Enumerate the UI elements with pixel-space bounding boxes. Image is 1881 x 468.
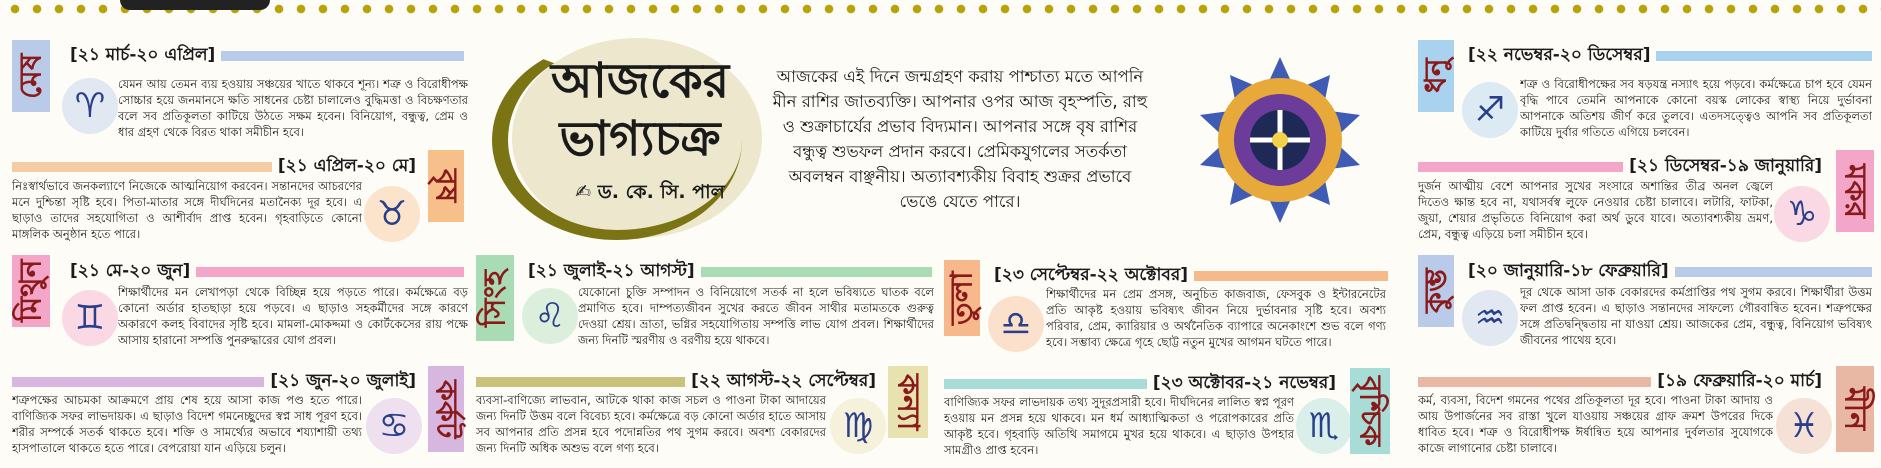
sign-date: [২১ ডিসেম্বর-১৯ জানুয়ারি] <box>1629 156 1822 176</box>
dotted-border <box>0 0 1881 18</box>
sign-date: [২২ আগস্ট-২২ সেপ্টেম্বর] <box>691 371 876 391</box>
page-title: আজকের ভাগ্যচক্র <box>550 53 730 167</box>
header-bar <box>1656 51 1872 61</box>
sign-text-mesh: যেমন আয় তেমন ব্যয় হওয়ায় সঞ্চয়ের খাতে থাকবে শূন্য। শত্রু ও বিরোধীপক্ষ সোচ্চার হয়ে জনমানসে ক্ষতি সাধনের চেষ্টা চালালেও বুদ্ধিমত্তা ও বিচক্ষণতার বলে সব প্রতিকূলতা কাটিয়ে উঠতে সক্ষম হবেন। বিনিয়োগ, বন্ধুত্ব, প্রেম ও ধার গ্রহণ থেকে বিরত থাকা সমীচীন হবে। <box>118 77 468 139</box>
sign-date: [২১ জুন-২০ জুলাই] <box>270 371 416 391</box>
sign-date: [২১ মে-২০ জুন] <box>70 261 191 281</box>
capricorn-icon: ♑ <box>1774 186 1830 242</box>
sign-date: [২১ জুলাই-২১ আগস্ট] <box>528 261 695 281</box>
sign-date: [২৩ সেপ্টেম্বর-২২ অক্টোবর] <box>994 265 1189 285</box>
sign-text-singha: যেকোনো চুক্তি সম্পাদন ও বিনিয়োগে সতর্ক না হলে ভবিষ্যতে ঘাতক বলে প্রমাণিত হবে। দাম্পত্যজীবন সুখের করতে জীবন সাথীর মতামতকে গুরুত্ব দেওয়া শ্রেয়। ভ্রাতা, ভগ্নির সহযোগিতায় সম্পত্তি লাভ যোগ প্রবল। শিক্ষার্থীদের জন্য দিনটি স্মরণীয় ও বরণীয় হয়ে থাকবে। <box>578 285 934 347</box>
top-decoration <box>120 0 270 10</box>
sign-tab-brischik: বৃশ্চিক <box>1350 368 1390 454</box>
sign-date: [২৩ অক্টোবর-২১ নভেম্বর] <box>1152 373 1336 393</box>
libra-icon: ♎ <box>988 296 1044 352</box>
sign-text-mithun: শিক্ষার্থীদের মন লেখাপড়া থেকে বিচ্ছিন্ন হয়ে পড়তে পারে। কর্মক্ষেত্রে বড় কোনো অর্ডার হাতছাড়া হয়ে পড়বে। এ ছাড়াও সহকর্মীদের সঙ্গে কারণে অকারণে কলহ বিবাদের সৃষ্টি হবে। মামলা-মোকদ্দমা ও কোর্টকেসের রায় পক্ষে আসায় হারানো সম্পত্তি পুনরুদ্ধারের যোগ প্রবল। <box>118 285 468 347</box>
sign-tab-kumbha: কুম্ভ <box>1418 255 1454 327</box>
sign-tab-mesh: মেষ <box>12 40 50 112</box>
header-bar <box>1194 271 1388 281</box>
sign-tab-kanya: কন্যা <box>888 366 928 438</box>
virgo-icon: ♍ <box>830 398 886 454</box>
pisces-icon: ♓ <box>1776 398 1832 454</box>
sign-text-brisha: নিঃস্বার্থভাবে জনকল্যাণে নিজেকে আত্মনিয়োগ করবেন। সন্তানদের আচরণের মনে দুশ্চিন্তা সৃষ্টি হবে। পিতা-মাতার সঙ্গে দীর্ঘদিনের মতানৈক্য দূর হবে। এ ছাড়াও তাদের সহযোগিতা ও আশীর্বাদ প্রাপ্ত হবেন। গৃহবাড়িতে কোনো মাঙ্গলিক অনুষ্ঠান হতে পারে। <box>12 179 362 241</box>
sign-tab-mithun: মিথুন <box>12 255 50 327</box>
sign-header-brisha <box>12 153 422 181</box>
sign-text-kanya: ব্যবসা-বাণিজ্যে লাভবান, আটকে থাকা কাজ সচল ও পাওনা টাকা আদায়ের জন্য দিনটি উত্তম বলে বিবেচ্য হবে। কর্মক্ষেত্রে বড় কোনো অর্ডার হাতে আসায় সব আপনার প্রতি প্রসন্ন হবে পদোন্নতির পথ সুগম করবে। অবশ্য বেকারদের জন্য দিনটি অধিক অশুভ বলে গণ্য হবে। <box>476 393 826 455</box>
gemini-icon: ♊ <box>62 290 118 346</box>
header-bar <box>1675 267 1872 277</box>
author-name <box>545 178 755 210</box>
sign-date: [১৯ ফেব্রুয়ারি-২০ মার্চ] <box>1657 371 1822 391</box>
taurus-icon: ♉ <box>364 186 420 242</box>
sign-text-tula: শিক্ষার্থীদের মন প্রেম প্রসঙ্গ, অনুচিত কাজবাজ, ফেসবুক ও ইন্টারনেটের প্রতি আকৃষ্ট হওয়ায় ভবিষ্যৎ জীবন নিয়ে দুর্ভাবনার সৃষ্টি হবে। অবশ্য পরিবার, প্রেম, ক্যারিয়ার ও অর্থনৈতিক ব্যাপারে অনেকাংশে শুভ বলে গণ্য হবে। সম্ভাব্য ক্ষেত্রে গৃহে ছোট্ট নতুন মুখের আগমন ঘটতে পারে। <box>1046 287 1386 349</box>
sagittarius-icon: ♐ <box>1462 82 1518 138</box>
intro-text: আজকের এই দিনে জন্মগ্রহণ করায় পাশ্চাত্য মতে আপনি মীন রাশির জাতব্যক্তি। আপনার ওপর আজ বৃহস্পতি, রাহু ও শুক্রাচার্যের প্রভাব বিদ্যমান। আপনার সঙ্গে বৃষ রাশির বন্ধুত্ব শুভফল প্রদান করবে। প্রেমিকযুগলের সতর্কতা অবলম্বন বাঞ্ছনীয়। অত্যাবশ্যকীয় বিবাহ শুক্রর প্রভাবে ভেঙে যেতে পারে। <box>772 67 1148 211</box>
scorpio-icon: ♏ <box>1296 398 1352 454</box>
pen-icon: ✍ <box>575 181 598 203</box>
header-bar <box>1418 377 1651 387</box>
sign-header-dhanu <box>1462 42 1872 70</box>
sign-tab-dhanu: ধনু <box>1418 40 1454 112</box>
sign-text-makar: দুর্জন আত্মীয় বেশে আপনার সুখের সংসারে অশান্তির তীব্র অনল জ্বেলে দিতেও ক্ষান্ত হবে না, যথাসর্বস্ব লুফে নেওয়ার চেষ্টা চালাবে। লটারি, ফাটকা, জুয়া, শেয়ার প্রভৃতিতে বিনিয়োগ করা অর্থ ডুবে যাবে। অত্যাবশ্যকীয় ভ্রমণ, প্রেম, বন্ধুত্ব এড়িয়ে চলা সমীচীন হবে। <box>1418 179 1773 241</box>
sign-header-mesh <box>64 42 464 70</box>
sign-tab-makar: মকর <box>1836 150 1874 232</box>
zodiac-wheel-icon <box>1195 55 1365 225</box>
sign-tab-tula: তুলা <box>944 260 980 336</box>
header-bar <box>12 162 272 172</box>
header-bar <box>12 377 264 387</box>
leo-icon: ♌ <box>522 288 578 344</box>
sign-text-brischik: বাণিজ্যিক সফর লাভদায়ক তথ্য সুদূরপ্রসারী হবে। দীর্ঘদিনের লালিত স্বপ্ন পূরণ হওয়ায় মন প্রসন্ন হয়ে থাকবে। মন ধর্ম আধ্যাত্মিকতা ও পরোপকারের প্রতি আকৃষ্ট হবে। গৃহবাড়ি অতিথি সমাগমে মুখর হয়ে থাকবে। এ ছাড়াও উপহার সামগ্রীও প্রাপ্ত হবেন। <box>944 395 1294 457</box>
header-bar <box>476 377 685 387</box>
sign-date: [২১ মার্চ-২০ এপ্রিল] <box>70 45 216 65</box>
sign-header-singha <box>522 258 932 286</box>
header-bar <box>944 379 1147 389</box>
sign-tab-karkat: কর্কট <box>428 366 464 452</box>
sign-text-karkat: শত্রুপক্ষের আচমকা আক্রমণে প্রায় শেষ হয়ে আসা কাজ পণ্ড হতে পারে। বাণিজ্যিক সফর লাভদায়ক। এ ছাড়াও বিদেশ গমনেচ্ছুদের স্বপ্ন সাধ পূরণ হবে। শরীর সম্পর্কে সতর্ক থাকতে হবে। শক্তি ও সামর্থ্যের অভাবে শয্যাশায়ী তথ্য হাসপাতালে থাকতে হতে পারে। বেপরোয়া যান এড়িয়ে চলুন। <box>12 393 362 455</box>
sign-text-dhanu: শত্রু ও বিরোধীপক্ষের সব ষড়যন্ত্র নস্যাৎ হয়ে পড়বে। কর্মক্ষেত্রে চাপ হবে যেমন বৃদ্ধি পাবে তেমনি আপনাকে কোনো বয়স্ক লোকের স্বাস্থ্য নিয়ে দুর্ভাবনা আপনাকে অতিশয় জীর্ণ করে তুলবে। এতদসত্ত্বেও আপনি সব প্রতিকূলতা কাটিয়ে দুর্বার গতিতে এগিয়ে চলবেন। <box>1520 77 1872 139</box>
cancer-icon: ♋ <box>366 398 422 454</box>
sign-text-kumbha: দূর থেকে আসা ডাক বেকারদের কর্মপ্রাপ্তির পথ সুগম করবে। শিক্ষার্থীরা উত্তম ফল প্রাপ্ত হবেন। এ ছাড়াও সন্তানদের সাফল্যে গৌরবান্বিত হবেন। শত্রুপক্ষের সঙ্গে প্রতিদ্বন্দ্বিতায় না যাওয়া শ্রেয়। আজকের প্রেম, বন্ধুত্ব, বিনিয়োগ ভবিষ্যৎ জীবনের পাথেয় হবে। <box>1520 285 1872 347</box>
sign-date: [২১ এপ্রিল-২০ মে] <box>277 156 416 176</box>
sign-tab-meen: মীন <box>1836 366 1874 452</box>
sign-date: [২০ জানুয়ারি-১৮ ফেব্রুয়ারি] <box>1468 261 1669 281</box>
sign-text-meen: কর্ম, ব্যবসা, বিদেশ গমনের পথের প্রতিকূলতা দূর হবে। পাওনা টাকা আদায় ও আয় উপার্জনের সব রাস্তা খুলে যাওয়ায় সঞ্চয়ের গ্রাফ ক্রমশ উপরের দিকে ধাবিত হবে। শত্রু ও বিরোধীপক্ষ ঈর্ষান্বিত হয়ে আপনার দুর্বলতার সুযোগকে কাজে লাগানোর চেষ্টা চালাবে। <box>1418 393 1773 455</box>
aries-icon: ♈ <box>62 78 118 134</box>
header-bar <box>196 267 464 277</box>
author-label: ড. কে. সি. পাল <box>597 181 725 203</box>
header-bar <box>221 51 464 61</box>
sign-tab-singha: সিংহ <box>476 255 514 341</box>
sign-tab-brisha: বৃষ <box>428 150 464 222</box>
header-bar <box>701 267 932 277</box>
header-bar <box>1418 162 1623 172</box>
sign-header-kumbha <box>1462 258 1872 286</box>
sign-date: [২২ নভেম্বর-২০ ডিসেম্বর] <box>1468 45 1651 65</box>
sign-header-mithun <box>64 258 464 286</box>
aquarius-icon: ♒ <box>1462 290 1518 346</box>
sign-header-makar <box>1418 153 1828 181</box>
